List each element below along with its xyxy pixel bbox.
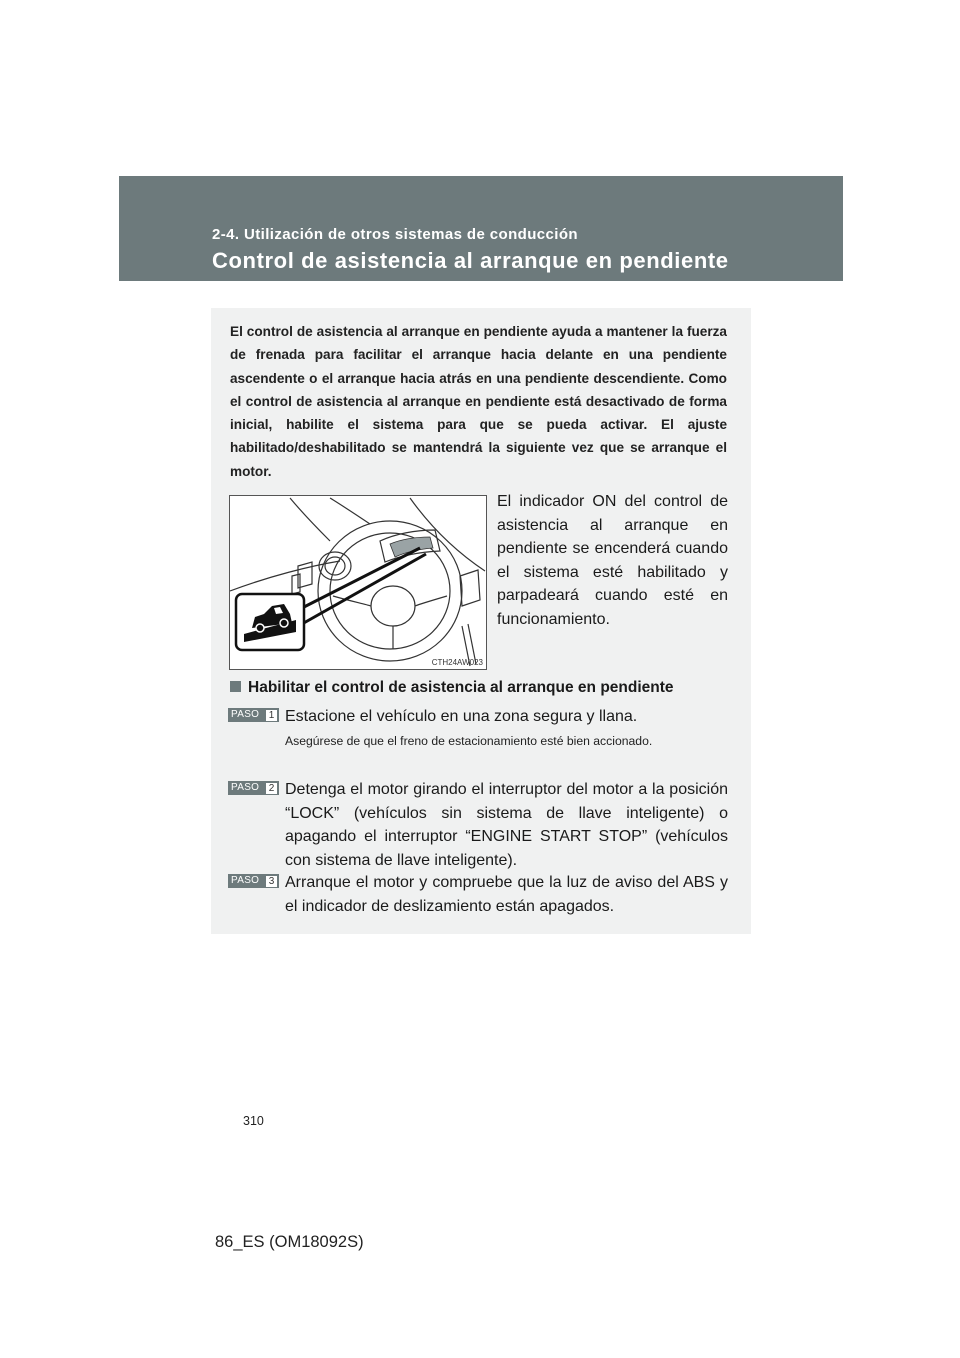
step-label: PASO — [231, 782, 260, 793]
document-code: 86_ES (OM18092S) — [215, 1233, 364, 1251]
dashboard-illustration — [229, 495, 487, 670]
step-text: Estacione el vehículo en una zona segura y llana. — [285, 708, 638, 725]
step-badge — [228, 874, 279, 888]
intro-paragraph: El control de asistencia al arranque en pendiente ayuda a mantener la fuerza de frenada para facilitar el arranque hacia delante en una pendiente ascendente o el arranque hacia atrás en una pendiente descendiente. Como el control de asistencia al arranque en pendiente está desactivado de forma inicial, habilite el sistema para que se pueda activar. El ajuste habilitado/deshabilitado se mantendrá la siguiente vez que se arranque el motor. — [230, 324, 727, 479]
step-number: 1 — [265, 709, 278, 722]
dashboard-drawing — [230, 496, 486, 669]
step-label: PASO — [231, 875, 260, 886]
step-text: Detenga el motor girando el interruptor del motor a la posición “LOCK” (vehículos sin sistema de llave inteligente) o apagando el interruptor “ENGINE START STOP” (vehículos con sistema de llave inteligente). — [285, 781, 728, 869]
step-badge — [228, 781, 279, 795]
section-label: 2-4. Utilización de otros sistemas de conducción — [212, 226, 578, 243]
page-title: Control de asistencia al arranque en pendiente — [212, 248, 729, 273]
subheading-text: Habilitar el control de asistencia al arranque en pendiente — [248, 679, 674, 696]
step-label: PASO — [231, 709, 260, 720]
indicator-description: El indicador ON del control de asistencia al arranque en pendiente se encenderá cuando el sistema esté habilitado y parpadeará cuando esté en funcionamiento. — [497, 493, 728, 628]
subheading — [230, 679, 674, 697]
content-panel — [211, 308, 751, 934]
page-number: 310 — [243, 1114, 264, 1128]
step-number: 2 — [265, 782, 278, 795]
section-header — [119, 176, 843, 281]
step-note: Asegúrese de que el freno de estacionamiento esté bien accionado. — [285, 734, 653, 748]
square-bullet-icon — [230, 681, 241, 692]
step-number: 3 — [265, 875, 278, 888]
step-text: Arranque el motor y compruebe que la luz de aviso del ABS y el indicador de deslizamiento están apagados. — [285, 874, 728, 915]
figure-code: CTH24AW023 — [431, 658, 483, 667]
step-badge — [228, 708, 279, 722]
